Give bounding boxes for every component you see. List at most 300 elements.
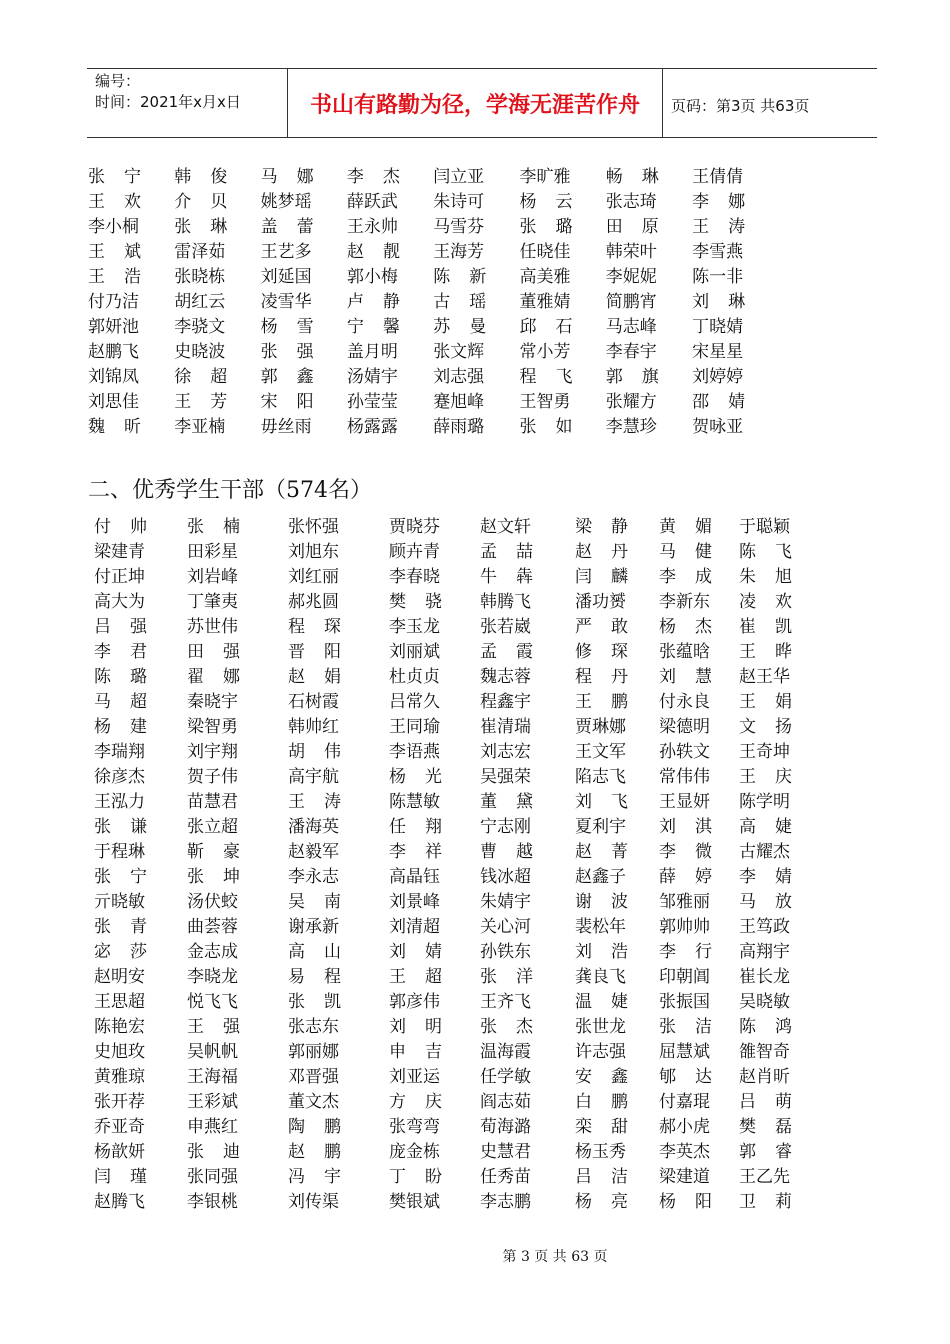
name-cell: 郭帅帅	[659, 917, 710, 937]
name-cell: 陈学明	[739, 792, 790, 812]
name-cell: 闫 瑾	[94, 1167, 147, 1187]
name-cell: 程鑫宇	[480, 692, 531, 712]
name-cell: 王泓力	[94, 792, 145, 812]
name-cell: 李语燕	[389, 742, 440, 762]
name-cell: 张 洁	[659, 1017, 712, 1037]
name-cell: 黄 媚	[659, 517, 712, 537]
name-cell: 于程琳	[94, 842, 145, 862]
name-cell: 陈 新	[433, 267, 487, 287]
name-cell: 高 山	[288, 942, 341, 962]
name-row	[94, 762, 819, 787]
name-cell: 王 浩	[88, 267, 141, 287]
name-cell: 董文杰	[288, 1092, 339, 1112]
name-cell: 闫立亚	[433, 167, 485, 187]
name-row	[88, 362, 778, 387]
name-cell: 王显妍	[659, 792, 710, 812]
name-cell: 张立超	[187, 817, 238, 837]
name-cell: 李永志	[288, 867, 339, 887]
name-cell: 史旭玫	[94, 1042, 145, 1062]
name-row	[94, 1112, 819, 1137]
name-cell: 高美雅	[519, 267, 571, 287]
name-cell: 刘 飞	[575, 792, 628, 812]
name-cell: 刘思佳	[88, 392, 139, 412]
name-cell: 郭丽娜	[288, 1042, 339, 1062]
name-cell: 薛跃武	[346, 192, 398, 212]
name-cell: 晋 阳	[288, 642, 341, 662]
name-cell: 张 宁	[88, 167, 141, 187]
name-cell: 方 庆	[389, 1092, 442, 1112]
name-cell: 吴晓敏	[739, 992, 790, 1012]
name-cell: 刘丽斌	[389, 642, 440, 662]
name-cell: 郭 鑫	[260, 367, 314, 387]
name-cell: 樊 磊	[739, 1117, 792, 1137]
name-cell: 许志强	[575, 1042, 626, 1062]
name-row	[88, 162, 778, 187]
name-cell: 贾晓芬	[389, 517, 440, 537]
name-cell: 付嘉琨	[659, 1092, 710, 1112]
name-cell: 王齐飞	[480, 992, 531, 1012]
name-cell: 薛雨璐	[433, 417, 485, 437]
name-cell: 孙铁东	[480, 942, 531, 962]
name-row	[94, 962, 819, 987]
name-cell: 赵肖昕	[739, 1067, 790, 1087]
name-row	[94, 837, 819, 862]
name-cell: 常小芳	[519, 342, 571, 362]
name-cell: 马 超	[94, 692, 147, 712]
name-cell: 王笃政	[739, 917, 790, 937]
name-cell: 董雅婧	[519, 292, 571, 312]
name-cell: 吕常久	[389, 692, 440, 712]
name-cell: 潘海英	[288, 817, 339, 837]
name-cell: 梁德明	[659, 717, 710, 737]
name-cell: 邓晋强	[288, 1067, 339, 1087]
name-cell: 高 婕	[739, 817, 792, 837]
name-cell: 王 涛	[288, 792, 341, 812]
name-cell: 刘 慧	[659, 667, 712, 687]
name-cell: 马 健	[659, 542, 712, 562]
header-meta	[95, 71, 290, 113]
name-cell: 吴 南	[288, 892, 341, 912]
name-cell: 崔长龙	[739, 967, 790, 987]
name-cell: 赵 靓	[346, 242, 400, 262]
name-cell: 程 琛	[288, 617, 341, 637]
name-cell: 翟 娜	[187, 667, 240, 687]
name-cell: 李 婧	[739, 867, 792, 887]
name-cell: 牛 犇	[480, 567, 533, 587]
footer-page-number: 第 3 页 共 63 页	[502, 1249, 608, 1265]
name-cell: 屈慧斌	[659, 1042, 710, 1062]
name-cell: 赵腾飞	[94, 1192, 145, 1212]
name-cell: 杨 光	[389, 767, 442, 787]
name-row	[94, 612, 819, 637]
name-cell: 张 强	[260, 342, 314, 362]
name-cell: 王永帅	[346, 217, 398, 237]
name-row	[88, 187, 778, 212]
name-row	[94, 862, 819, 887]
name-cell: 郭彦伟	[389, 992, 440, 1012]
name-cell: 程 丹	[575, 667, 628, 687]
header-motto: 书山有路勤为径，学海无涯苦作舟	[287, 69, 663, 137]
name-cell: 程 飞	[519, 367, 573, 387]
name-cell: 刘清超	[389, 917, 440, 937]
name-cell: 马雪芬	[433, 217, 485, 237]
name-cell: 刘红丽	[288, 567, 339, 587]
name-cell: 李雪燕	[692, 242, 744, 262]
name-cell: 杨玉秀	[575, 1142, 626, 1162]
name-cell: 常伟伟	[659, 767, 710, 787]
name-cell: 赵毅军	[288, 842, 339, 862]
excellent-cadre-list	[94, 512, 819, 1212]
name-row	[94, 1087, 819, 1112]
name-cell: 雷泽茹	[174, 242, 226, 262]
name-row	[94, 1012, 819, 1037]
name-cell: 张弯弯	[389, 1117, 440, 1137]
name-cell: 邵 婧	[692, 392, 746, 412]
name-cell: 梁建青	[94, 542, 145, 562]
name-cell: 毋丝雨	[260, 417, 312, 437]
name-cell: 王 鹏	[575, 692, 628, 712]
name-cell: 严 敢	[575, 617, 628, 637]
name-cell: 郝小虎	[659, 1117, 710, 1137]
name-cell: 张耀方	[605, 392, 657, 412]
name-cell: 赵文轩	[480, 517, 531, 537]
name-cell: 王彩斌	[187, 1092, 238, 1112]
name-cell: 黄雅琼	[94, 1067, 145, 1087]
name-cell: 陈 鸿	[739, 1017, 792, 1037]
name-cell: 邹雅丽	[659, 892, 710, 912]
name-cell: 李春晓	[389, 567, 440, 587]
name-cell: 王海福	[187, 1067, 238, 1087]
name-cell: 申 吉	[389, 1042, 442, 1062]
name-row	[94, 812, 819, 837]
name-cell: 王 娟	[739, 692, 792, 712]
name-cell: 刘志强	[433, 367, 485, 387]
name-cell: 张怀强	[288, 517, 339, 537]
name-cell: 张 琳	[174, 217, 228, 237]
name-cell: 张 谦	[94, 817, 147, 837]
name-cell: 李亚楠	[174, 417, 226, 437]
number-label: 编号：	[95, 72, 141, 90]
name-cell: 宁 馨	[346, 317, 400, 337]
name-cell: 王文军	[575, 742, 626, 762]
name-cell: 张文辉	[433, 342, 485, 362]
name-cell: 宓 莎	[94, 942, 147, 962]
name-cell: 陈艳宏	[94, 1017, 145, 1037]
name-cell: 郭 睿	[739, 1142, 792, 1162]
name-cell: 苗慧君	[187, 792, 238, 812]
name-row	[94, 1137, 819, 1162]
name-list-continued	[88, 162, 778, 437]
name-cell: 凌 欢	[739, 592, 792, 612]
name-cell: 姚梦瑶	[260, 192, 312, 212]
name-row	[88, 412, 778, 437]
name-cell: 刘 浩	[575, 942, 628, 962]
name-cell: 张 楠	[187, 517, 240, 537]
name-cell: 印朝阊	[659, 967, 710, 987]
name-cell: 郇 达	[659, 1067, 712, 1087]
name-cell: 蹇旭峰	[433, 392, 485, 412]
name-cell: 张 迪	[187, 1142, 240, 1162]
name-cell: 龚良飞	[575, 967, 626, 987]
name-cell: 石树霞	[288, 692, 339, 712]
name-cell: 付永良	[659, 692, 710, 712]
name-cell: 李银桃	[187, 1192, 238, 1212]
name-cell: 刘宇翔	[187, 742, 238, 762]
name-cell: 任 翔	[389, 817, 442, 837]
name-cell: 李慧珍	[605, 417, 657, 437]
name-cell: 李 成	[659, 567, 712, 587]
name-cell: 丁晓婧	[692, 317, 744, 337]
name-cell: 薛 婷	[659, 867, 712, 887]
name-row	[88, 262, 778, 287]
name-cell: 潘功赟	[575, 592, 626, 612]
name-cell: 张 青	[94, 917, 147, 937]
name-cell: 温海霞	[480, 1042, 531, 1062]
name-cell: 赵 娟	[288, 667, 341, 687]
name-cell: 古耀杰	[739, 842, 790, 862]
name-cell: 李英杰	[659, 1142, 710, 1162]
name-row	[94, 737, 819, 762]
name-cell: 杨 云	[519, 192, 573, 212]
name-cell: 任学敏	[480, 1067, 531, 1087]
name-cell: 李妮妮	[605, 267, 657, 287]
name-cell: 任晓佳	[519, 242, 571, 262]
name-row	[88, 287, 778, 312]
name-cell: 樊银斌	[389, 1192, 440, 1212]
name-row	[94, 537, 819, 562]
name-cell: 李 杰	[346, 167, 400, 187]
name-cell: 张 凯	[288, 992, 341, 1012]
name-cell: 刘亚运	[389, 1067, 440, 1087]
name-cell: 宋星星	[692, 342, 744, 362]
name-cell: 贺子伟	[187, 767, 238, 787]
name-cell: 史晓波	[174, 342, 226, 362]
name-cell: 张志东	[288, 1017, 339, 1037]
name-row	[94, 512, 819, 537]
name-cell: 刘 琳	[692, 292, 746, 312]
name-cell: 王乙先	[739, 1167, 790, 1187]
name-cell: 马志峰	[605, 317, 657, 337]
name-row	[94, 687, 819, 712]
name-cell: 贾琳娜	[575, 717, 626, 737]
name-cell: 曲荟蓉	[187, 917, 238, 937]
name-cell: 李晓龙	[187, 967, 238, 987]
name-row	[94, 637, 819, 662]
name-cell: 田 原	[605, 217, 659, 237]
name-cell: 樊 骁	[389, 592, 442, 612]
name-row	[94, 1062, 819, 1087]
name-cell: 栾 甜	[575, 1117, 628, 1137]
name-cell: 安 鑫	[575, 1067, 628, 1087]
name-cell: 易 程	[288, 967, 341, 987]
name-cell: 张 如	[519, 417, 573, 437]
name-cell: 闫 麟	[575, 567, 628, 587]
name-row	[94, 912, 819, 937]
name-cell: 邱 石	[519, 317, 573, 337]
name-cell: 畅 琳	[605, 167, 659, 187]
section-title: 二、优秀学生干部（574名）	[88, 478, 372, 503]
name-cell: 谢 波	[575, 892, 628, 912]
name-cell: 马 娜	[260, 167, 314, 187]
name-cell: 修 琛	[575, 642, 628, 662]
name-cell: 杨 阳	[659, 1192, 712, 1212]
name-cell: 卫 莉	[739, 1192, 792, 1212]
name-cell: 崔清瑞	[480, 717, 531, 737]
page-footer	[0, 1246, 950, 1266]
name-cell: 梁建道	[659, 1167, 710, 1187]
name-cell: 孙莹莹	[346, 392, 398, 412]
name-cell: 刘传渠	[288, 1192, 339, 1212]
name-cell: 介 贝	[174, 192, 228, 212]
name-cell: 朱 旭	[739, 567, 792, 587]
name-row	[94, 937, 819, 962]
name-cell: 朱婧宇	[480, 892, 531, 912]
name-cell: 悦飞飞	[187, 992, 238, 1012]
name-cell: 杨 建	[94, 717, 147, 737]
name-cell: 阎志茹	[480, 1092, 531, 1112]
name-cell: 魏 昕	[88, 417, 141, 437]
name-cell: 高晶钰	[389, 867, 440, 887]
name-cell: 杨 雪	[260, 317, 314, 337]
name-cell: 刘 明	[389, 1017, 442, 1037]
name-cell: 温 婕	[575, 992, 628, 1012]
name-cell: 张蕴晗	[659, 642, 710, 662]
name-cell: 陈慧敏	[389, 792, 440, 812]
name-cell: 申燕红	[187, 1117, 238, 1137]
header-page-info: 页码：第3页 共63页	[671, 97, 810, 115]
name-cell: 韩腾飞	[480, 592, 531, 612]
name-cell: 裴松年	[575, 917, 626, 937]
name-cell: 吴帆帆	[187, 1042, 238, 1062]
name-cell: 杨露露	[346, 417, 398, 437]
name-cell: 张同强	[187, 1167, 238, 1187]
name-cell: 刘旭东	[288, 542, 339, 562]
name-cell: 王 欢	[88, 192, 141, 212]
name-cell: 靳 豪	[187, 842, 240, 862]
name-row	[94, 1187, 819, 1212]
name-cell: 赵鑫子	[575, 867, 626, 887]
name-cell: 杜贞贞	[389, 667, 440, 687]
name-cell: 李 君	[94, 642, 147, 662]
name-row	[94, 987, 819, 1012]
name-row	[94, 1162, 819, 1187]
name-cell: 韩 俊	[174, 167, 228, 187]
name-cell: 简鹏宵	[605, 292, 657, 312]
name-cell: 陈 飞	[739, 542, 792, 562]
name-cell: 冯 宇	[288, 1167, 341, 1187]
name-cell: 王 芳	[174, 392, 228, 412]
name-row	[88, 337, 778, 362]
name-cell: 马 放	[739, 892, 792, 912]
name-cell: 杨 杰	[659, 617, 712, 637]
name-cell: 曹 越	[480, 842, 533, 862]
name-cell: 陶 鹏	[288, 1117, 341, 1137]
name-cell: 张 洋	[480, 967, 533, 987]
name-cell: 郭妍池	[88, 317, 139, 337]
name-cell: 刘 淇	[659, 817, 712, 837]
name-cell: 王智勇	[519, 392, 571, 412]
name-cell: 秦晓宇	[187, 692, 238, 712]
name-cell: 吕 强	[94, 617, 147, 637]
name-cell: 张世龙	[575, 1017, 626, 1037]
name-cell: 李骁文	[174, 317, 226, 337]
name-cell: 朱诗可	[433, 192, 485, 212]
name-cell: 钱冰超	[480, 867, 531, 887]
time-label: 时间：2021年x月x日	[95, 93, 241, 111]
name-cell: 田彩星	[187, 542, 238, 562]
name-cell: 付正坤	[94, 567, 145, 587]
name-cell: 汤伏蛟	[187, 892, 238, 912]
name-cell: 李小桐	[88, 217, 139, 237]
name-cell: 王思超	[94, 992, 145, 1012]
name-row	[94, 787, 819, 812]
name-cell: 张 坤	[187, 867, 240, 887]
name-cell: 凌雪华	[260, 292, 312, 312]
name-cell: 郝兆圆	[288, 592, 339, 612]
name-cell: 张 杰	[480, 1017, 533, 1037]
name-cell: 赵鹏飞	[88, 342, 139, 362]
name-cell: 王 庆	[739, 767, 792, 787]
name-row	[88, 387, 778, 412]
name-row	[94, 712, 819, 737]
name-cell: 张 璐	[519, 217, 573, 237]
name-row	[88, 237, 778, 262]
name-cell: 荀海潞	[480, 1117, 531, 1137]
page-header	[87, 68, 877, 138]
name-cell: 孟 霞	[480, 642, 533, 662]
name-cell: 乔亚奇	[94, 1117, 145, 1137]
name-cell: 赵明安	[94, 967, 145, 987]
name-row	[88, 312, 778, 337]
name-cell: 盖 蕾	[260, 217, 314, 237]
name-cell: 宋 阳	[260, 392, 314, 412]
name-cell: 亓晓敏	[94, 892, 145, 912]
name-cell: 魏志蓉	[480, 667, 531, 687]
name-cell: 崔 凯	[739, 617, 792, 637]
name-cell: 刘景峰	[389, 892, 440, 912]
name-cell: 张开荐	[94, 1092, 145, 1112]
name-cell: 王 涛	[692, 217, 746, 237]
name-cell: 赵王华	[739, 667, 790, 687]
name-cell: 杨歆妍	[94, 1142, 145, 1162]
name-cell: 张若崴	[480, 617, 531, 637]
name-cell: 李 娜	[692, 192, 746, 212]
name-cell: 孟 喆	[480, 542, 533, 562]
name-cell: 汤婧宇	[346, 367, 398, 387]
name-cell: 古 瑶	[433, 292, 487, 312]
name-cell: 王 斌	[88, 242, 141, 262]
name-cell: 刘志宏	[480, 742, 531, 762]
name-cell: 高宇航	[288, 767, 339, 787]
name-cell: 白 鹏	[575, 1092, 628, 1112]
name-cell: 杨 亮	[575, 1192, 628, 1212]
name-cell: 胡 伟	[288, 742, 341, 762]
name-row	[94, 587, 819, 612]
name-cell: 夏利宇	[575, 817, 626, 837]
name-cell: 徐 超	[174, 367, 228, 387]
name-cell: 李 行	[659, 942, 712, 962]
name-cell: 王 晔	[739, 642, 792, 662]
name-cell: 王同瑜	[389, 717, 440, 737]
name-cell: 赵 丹	[575, 542, 628, 562]
name-cell: 胡红云	[174, 292, 226, 312]
name-cell: 郭 旗	[605, 367, 659, 387]
name-cell: 苏世伟	[187, 617, 238, 637]
name-cell: 雒智奇	[739, 1042, 790, 1062]
name-cell: 陈一非	[692, 267, 744, 287]
name-cell: 梁 静	[575, 517, 628, 537]
name-cell: 李瑞翔	[94, 742, 145, 762]
